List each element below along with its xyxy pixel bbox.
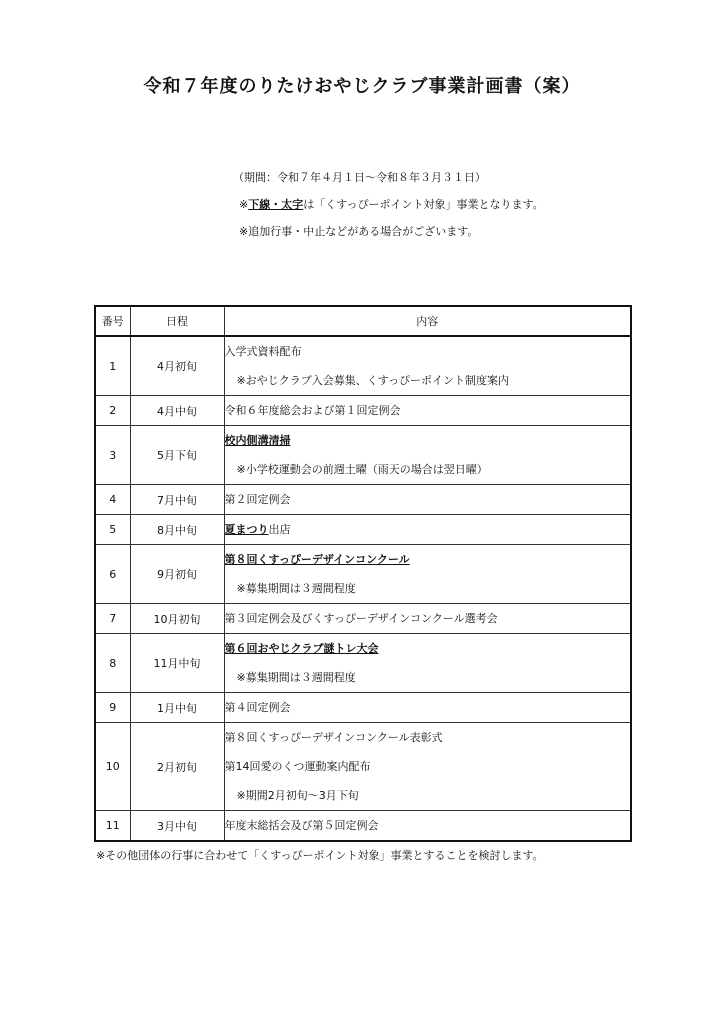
table-row bbox=[95, 723, 631, 811]
table-body bbox=[95, 336, 631, 841]
content-text: 令和６年度総会および第１回定例会 bbox=[224, 404, 401, 417]
content-text: ※募集期間は３週間程度 bbox=[236, 671, 356, 684]
content-text: 第14回愛のくつ運動案内配布 bbox=[224, 760, 371, 773]
table-row bbox=[95, 604, 631, 634]
footnote: ※その他団体の行事に合わせて「くすっぴーポイント対象」事業とすることを検討します。 bbox=[96, 849, 544, 862]
row-number: 11 bbox=[95, 811, 130, 842]
table-row bbox=[95, 336, 631, 396]
row-schedule: 10月初旬 bbox=[130, 604, 224, 634]
point-target-note bbox=[233, 191, 544, 218]
header-date: 日程 bbox=[130, 306, 224, 336]
row-content bbox=[224, 811, 631, 842]
content-text: 第３回定例会及びくすっぴーデザインコンクール選考会 bbox=[224, 612, 498, 625]
row-content bbox=[224, 426, 631, 485]
content-text: 出店 bbox=[268, 523, 291, 536]
row-number: 9 bbox=[95, 693, 130, 723]
content-line bbox=[225, 337, 631, 366]
row-schedule: 2月初旬 bbox=[130, 723, 224, 811]
content-line bbox=[225, 396, 631, 425]
row-schedule: 8月中旬 bbox=[130, 515, 224, 545]
content-line bbox=[225, 485, 631, 514]
content-text: ※期間2月初旬～3月下旬 bbox=[236, 789, 359, 802]
content-line bbox=[225, 723, 631, 752]
content-subnote bbox=[225, 781, 631, 810]
row-content bbox=[224, 723, 631, 811]
content-text: 入学式資料配布 bbox=[224, 345, 302, 358]
content-line bbox=[225, 604, 631, 633]
row-content bbox=[224, 396, 631, 426]
plan-table bbox=[94, 305, 632, 842]
table-header bbox=[95, 306, 631, 336]
header-num: 番号 bbox=[95, 306, 130, 336]
note-suffix: は「くすっぴーポイント対象」事業となります。 bbox=[303, 198, 544, 211]
row-content bbox=[224, 604, 631, 634]
content-line bbox=[225, 693, 631, 722]
content-subnote bbox=[225, 574, 631, 603]
table-row bbox=[95, 634, 631, 693]
row-number: 1 bbox=[95, 336, 130, 396]
row-number: 10 bbox=[95, 723, 130, 811]
content-line bbox=[225, 545, 631, 574]
content-subnote bbox=[225, 663, 631, 692]
table-row bbox=[95, 485, 631, 515]
content-line bbox=[225, 426, 631, 455]
notes-block bbox=[233, 164, 544, 245]
row-number: 5 bbox=[95, 515, 130, 545]
row-content bbox=[224, 336, 631, 396]
note-prefix: ※ bbox=[239, 198, 249, 211]
content-text: ※小学校運動会の前週土曜（雨天の場合は翌日曜） bbox=[236, 463, 488, 476]
row-number: 7 bbox=[95, 604, 130, 634]
period-note: （期間：令和７年４月１日～令和８年３月３１日） bbox=[233, 171, 486, 184]
row-schedule: 1月中旬 bbox=[130, 693, 224, 723]
row-schedule: 4月初旬 bbox=[130, 336, 224, 396]
row-number: 3 bbox=[95, 426, 130, 485]
row-schedule: 4月中旬 bbox=[130, 396, 224, 426]
table-row bbox=[95, 545, 631, 604]
point-target-text: 校内側溝清掃 bbox=[224, 434, 291, 447]
row-content bbox=[224, 634, 631, 693]
content-text: ※おやじクラブ入会募集、くすっぴーポイント制度案内 bbox=[236, 374, 510, 387]
content-line bbox=[225, 515, 631, 544]
content-text: ※募集期間は３週間程度 bbox=[236, 582, 356, 595]
row-schedule: 9月初旬 bbox=[130, 545, 224, 604]
content-text: 第２回定例会 bbox=[224, 493, 291, 506]
row-number: 2 bbox=[95, 396, 130, 426]
note-emphasis: 下線・太字 bbox=[248, 198, 304, 211]
content-line bbox=[225, 752, 631, 781]
table-row bbox=[95, 515, 631, 545]
point-target-text: 第８回くすっぴーデザインコンクール bbox=[224, 553, 410, 566]
row-content bbox=[224, 515, 631, 545]
row-schedule: 7月中旬 bbox=[130, 485, 224, 515]
point-target-text: 第６回おやじクラブ謎トレ大会 bbox=[224, 642, 379, 655]
table-row bbox=[95, 396, 631, 426]
row-schedule: 11月中旬 bbox=[130, 634, 224, 693]
row-number: 4 bbox=[95, 485, 130, 515]
point-target-text: 夏まつり bbox=[224, 523, 269, 536]
table-row bbox=[95, 693, 631, 723]
row-content bbox=[224, 485, 631, 515]
header-content: 内容 bbox=[224, 306, 631, 336]
table-row bbox=[95, 426, 631, 485]
content-text: 第８回くすっぴーデザインコンクール表彰式 bbox=[224, 731, 443, 744]
content-subnote bbox=[225, 455, 631, 484]
content-line bbox=[225, 634, 631, 663]
content-text: 年度末総括会及び第５回定例会 bbox=[224, 819, 379, 832]
row-schedule: 3月中旬 bbox=[130, 811, 224, 842]
document-title: 令和７年度のりたけおやじクラブ事業計画書（案） bbox=[143, 76, 581, 97]
table-row bbox=[95, 811, 631, 842]
row-number: 6 bbox=[95, 545, 130, 604]
row-content bbox=[224, 545, 631, 604]
content-text: 第４回定例会 bbox=[224, 701, 291, 714]
change-note: ※追加行事・中止などがある場合がございます。 bbox=[239, 225, 479, 238]
content-line bbox=[225, 811, 631, 840]
content-subnote bbox=[225, 366, 631, 395]
row-content bbox=[224, 693, 631, 723]
row-number: 8 bbox=[95, 634, 130, 693]
row-schedule: 5月下旬 bbox=[130, 426, 224, 485]
